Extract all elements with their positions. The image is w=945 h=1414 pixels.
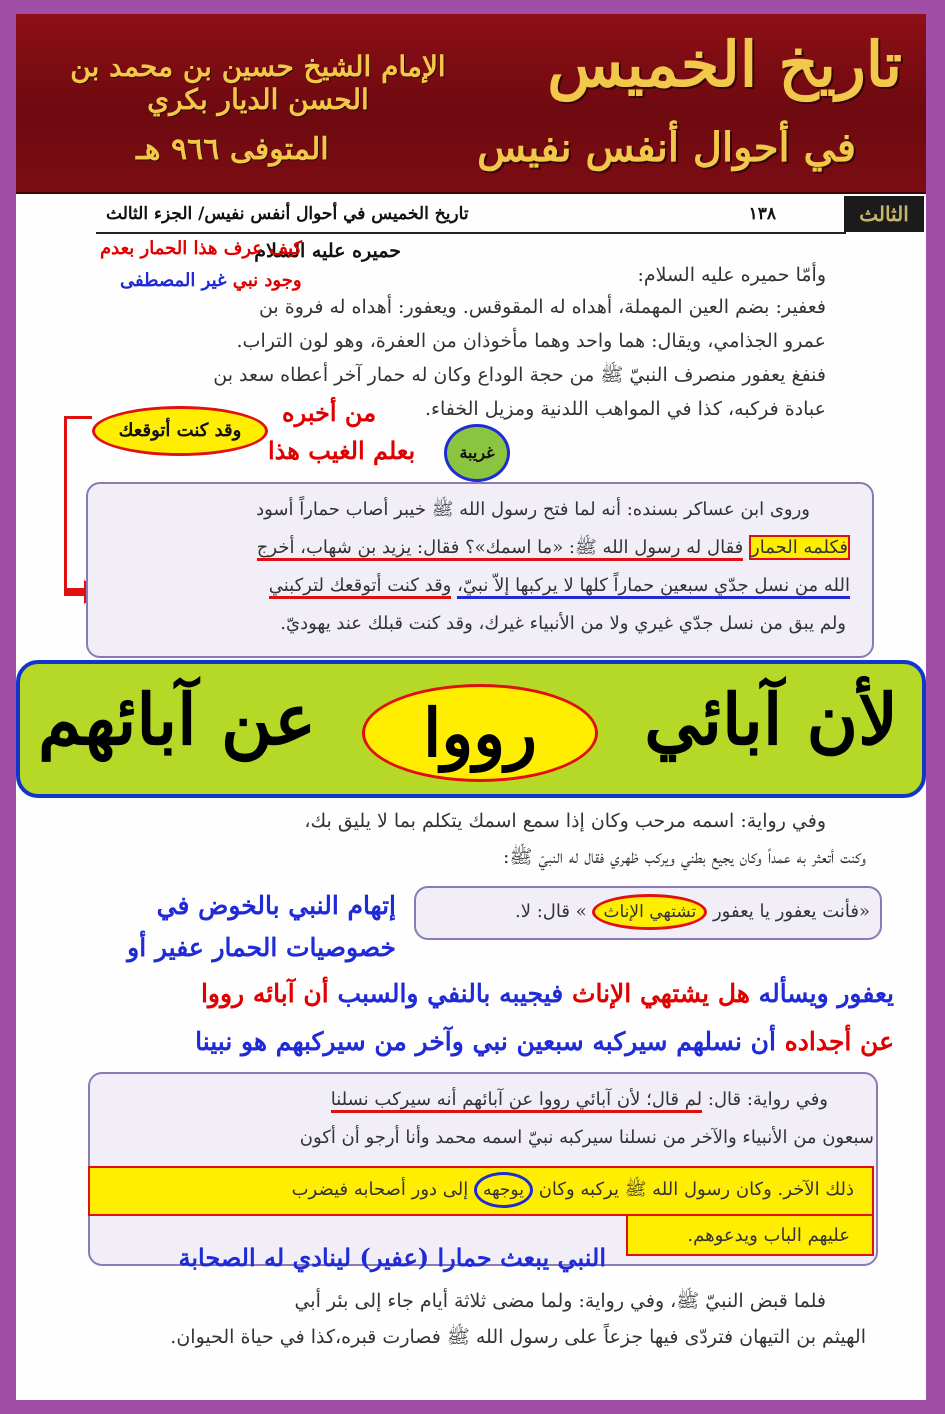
quote3-prophet-rides: وكان رسول الله ﷺ يركبه وكان [538,1179,772,1200]
band-oval-narrated: رووا [362,684,598,782]
quote-line [80,568,850,603]
book-author: الإمام الشيخ حسين بن محمد بن الحسن الديار بكري [70,50,446,116]
note-segment: أن آبائه رووا [200,979,329,1008]
annotation-prophet-word: وجود نبي [232,270,302,291]
paragraph-line: فعفير: بضم العين المهملة، أهداه له المقوقس. ويعفور: أهداه له فروة بن [258,296,826,318]
note-segment: يعفور ويسأله [758,979,894,1008]
annotation-accuse-line2: خصوصيات الحمار عفير أو [127,933,396,962]
quote-oval-females: تشتهي الإناث [592,894,707,930]
running-head [96,200,846,234]
annotation-accuse-line1: إتهام النبي بالخوض في [156,891,396,920]
quote-line: وروى ابن عساكر بسنده: أنه لما فتح رسول الله ﷺ خيبر أصاب حماراً أسود [256,499,810,520]
book-subtitle: في أحوال أنفس نفيس [477,124,856,171]
quote-line: عليهم الباب ويدعوهم. [687,1225,850,1246]
book-title: تاريخ الخميس [547,28,902,101]
quote3-intro: وفي رواية: قال: [707,1089,828,1110]
book-cover-banner [16,14,926,194]
annotation-explanation-line2 [34,1020,894,1064]
annotation-strange-badge: غريبة [444,424,510,482]
quote-line [68,1082,828,1117]
note-segment: هل يشتهي الإناث [571,979,750,1008]
paragraph-line: عبادة فركبه، كذا في المواهب اللدنية ومزيل الخفاء. [424,398,826,420]
author-death-date: المتوفى ٩٦٦ هـ [136,132,329,167]
paragraph-line: وأمّا حميره عليه السلام: [637,264,826,286]
paragraph-line: فلما قبض النبيّ ﷺ، وفي رواية: ولما مضى ثلاثة أيام جاء إلى بئر أبي [294,1290,826,1312]
page-number: ١٣٨ [748,204,776,224]
annotation-sends-donkey: النبي يبعث حمارا (عفير) لينادي له الصحابة [178,1243,606,1272]
quote-line [80,530,850,565]
quote-line [410,894,870,930]
annotation-oval-expected: وقد كنت أتوقعك [92,406,268,456]
annotation-mustafa-word: غير المصطفى [120,270,227,291]
volume-tab: الثالث [844,196,924,232]
quote-expected-you: وقد كنت أتوقعك لتركبني [269,575,452,599]
highlight-band [16,660,926,798]
annotation-knowledge: بعلم الغيب هذا [268,436,416,465]
highlight-donkey-spoke: فكلمه الحمار [751,537,848,558]
quote3-to-houses: إلى دور أصحابه فيضرب [291,1179,469,1200]
paragraph-line: عمرو الجذامي، ويقال: هما واحد وهما مأخوذان من العفرة، وهو لون التراب. [236,330,826,352]
paragraph-line: الهيثم بن التيهان فتردّى فيها جزعاً على رسول الله ﷺ فصارت قبره،كذا في حياة الحيوان. [170,1326,866,1348]
note-segment: أن نسلهم سيركبه سبعين نبي وآخر من سيركبهم هو نبينا [195,1027,776,1056]
paragraph-line: فنفغ يعفور منصرف النبيّ ﷺ من حجة الوداع وكان له حمار آخر أعطاه سعد بن [213,364,826,386]
paragraph-line: وكنت أتعثر به عمداً وكان يجيع بطني ويركب ظهري فقال له النبيّ ﷺ: [503,846,866,868]
quote-line: سبعون من الأنبياء والآخر من نسلنا سيركبه نبيّ اسمه محمد وأنا أرجو أن أكون [299,1127,874,1148]
arrow-connector-top [64,416,92,419]
quote-yafur-b: » قال: لا. [515,901,587,922]
band-text-left: عن آبائهم [38,678,317,761]
quote-yafur-a: «فأنت يعفور يا يعفور [712,901,870,922]
quote-line [74,1172,854,1208]
band-text-right: لأن آبائي [644,678,898,761]
annotation-question-line1: كيف عرف هذا الحمار بعدم [100,238,302,259]
quote3-that-last: ذلك الآخر. [777,1179,854,1200]
document-page [16,14,926,1400]
quote-line-text: فقال له رسول الله ﷺ: «ما اسمك»؟ فقال: يزيد بن شهاب، أخرج [257,537,744,561]
section-heading: حميره عليه السلام [254,240,401,262]
annotation-explanation-line1 [34,972,894,1016]
quote-seventy-donkeys: الله من نسل جدّي سبعين حماراً كلها لا يركبها إلاّ نبيّ، [457,575,850,599]
quote3-oval-directs: يوجهه [474,1172,533,1208]
arrow-connector-vertical [64,416,67,590]
quote-line: ولم يبق من نسل جدّي غيري ولا من الأنبياء غيرك، وقد كنت قبلك عند يهوديّ. [280,613,846,634]
quote3-fathers-narrated: لم قال؛ لأن آبائي رووا عن آبائهم أنه سيركب نسلنا [331,1089,702,1113]
note-segment: فيجيبه بالنفي والسبب [337,979,564,1008]
annotation-who-told: من أخبره [282,398,377,427]
running-title: تاريخ الخميس في أحوال أنفس نفيس/ الجزء الثالث [106,204,469,224]
annotation-question-line2 [120,270,302,291]
note-segment: عن أجداده [784,1027,894,1056]
paragraph-line: وفي رواية: اسمه مرحب وكان إذا سمع اسمك يتكلم بما لا يليق بك، [304,810,826,832]
